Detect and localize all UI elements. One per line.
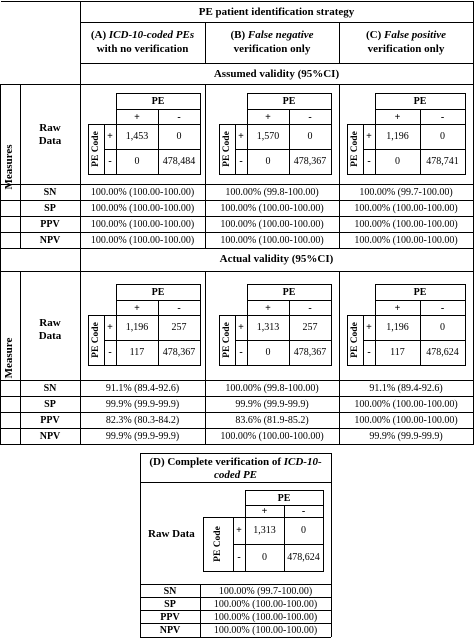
measure-value-b-sp: 99.9% (99.9-99.9) <box>235 399 309 410</box>
measure-value-c-sp: 100.00% (100.00-100.00) <box>354 399 458 410</box>
ct-line <box>116 93 200 94</box>
ct-line <box>233 544 323 545</box>
ct-line <box>200 93 201 175</box>
ct-pe-header: PE <box>413 287 427 298</box>
ct-true-positive: 1,196 <box>386 321 409 333</box>
ct-pe-header: PE <box>277 492 291 504</box>
complete-title-line1 <box>140 457 331 468</box>
ct-line <box>219 174 331 175</box>
measure-value-c-sp: 100.00% (100.00-100.00) <box>354 203 458 214</box>
ct-col-plus: + <box>134 111 140 123</box>
measure-value-b-sp: 100.00% (100.00-100.00) <box>220 203 324 214</box>
col-a-header-line2: with no verification <box>96 43 189 55</box>
ct-row-minus: - <box>108 346 112 358</box>
ct-row-plus: + <box>236 524 242 536</box>
measure-label-sp: SP <box>44 203 56 214</box>
measure-value-a-npv: 99.9% (99.9-99.9) <box>105 431 180 442</box>
measures-label: Measures <box>3 144 15 190</box>
ct-line <box>104 149 200 150</box>
ct-line <box>347 315 465 316</box>
ct-pe-header: PE <box>151 96 165 107</box>
complete-measure-label-ppv: PPV <box>160 611 180 623</box>
measure-label-sn: SN <box>43 383 57 394</box>
ct-false-negative: 0 <box>395 155 400 167</box>
ct-col-minus: - <box>177 302 181 314</box>
ct-row-plus: + <box>238 130 244 142</box>
ct-row-plus: + <box>107 130 113 142</box>
col-a-header <box>80 30 205 41</box>
complete-measure-value-ppv: 100.00% (100.00-100.00) <box>213 611 318 623</box>
actual-validity-title: Actual validity (95%CI) <box>219 253 334 265</box>
ct-col-plus: + <box>394 111 401 123</box>
ct-false-negative: 117 <box>129 346 145 358</box>
ct-false-positive: 0 <box>440 130 445 142</box>
ct-row-minus: - <box>367 346 371 358</box>
complete-title-italic1: ICD-10- <box>283 456 322 468</box>
measure-value-c-sn: 100.00% (99.7-100.00) <box>359 187 453 198</box>
ct-true-negative: 478,484 <box>162 155 196 167</box>
measure-value-c-npv: 100.00% (100.00-100.00) <box>354 235 458 246</box>
ct-line <box>247 284 331 285</box>
measure-label-ppv: PPV <box>40 219 60 230</box>
ct-col-plus: + <box>134 302 140 314</box>
ct-true-negative: 478,624 <box>426 346 459 358</box>
col-c-header <box>339 30 473 41</box>
measure-value-a-sp: 99.9% (99.9-99.9) <box>105 399 180 410</box>
measure-value-a-sp: 100.00% (100.00-100.00) <box>90 203 195 214</box>
ct-false-positive: 257 <box>302 321 318 333</box>
col-b-header-italic: False negative <box>247 29 314 41</box>
col-c-header-pre: (C) <box>365 29 384 41</box>
ct-true-negative: 478,624 <box>287 551 320 563</box>
ct-line <box>331 284 332 366</box>
ct-row-plus: + <box>366 321 372 333</box>
ct-line <box>331 93 332 175</box>
ct-line <box>104 340 200 341</box>
ct-line <box>347 365 465 366</box>
ct-pe-code-label: PE Code <box>222 322 232 358</box>
ct-false-negative: 117 <box>390 346 405 358</box>
col-c-header-line2: verification only <box>367 43 445 55</box>
ct-col-minus: - <box>301 506 306 517</box>
ct-line <box>219 124 220 174</box>
complete-title-line2: coded PE <box>213 469 258 481</box>
ct-false-positive: 0 <box>440 321 445 333</box>
assumed-validity-title: Assumed validity (95%CI) <box>213 68 340 80</box>
ct-row-plus: + <box>107 321 113 333</box>
measure-label: Measure <box>3 337 15 379</box>
ct-line <box>88 365 200 366</box>
ct-line <box>363 340 465 341</box>
ct-line <box>219 315 220 365</box>
ct-line <box>88 124 89 174</box>
raw-data-label-actual-2: Data <box>38 330 62 342</box>
ct-pe-header: PE <box>413 96 427 107</box>
col-b-header-pre: (B) <box>230 29 248 41</box>
measure-value-b-ppv: 100.00% (100.00-100.00) <box>220 219 324 230</box>
ct-line <box>235 149 331 150</box>
ct-pe-header: PE <box>282 96 296 107</box>
ct-true-positive: 1,196 <box>125 321 149 333</box>
ct-false-positive: 0 <box>176 130 182 142</box>
ct-pe-header: PE <box>282 287 296 298</box>
measure-value-b-sn: 100.00% (99.8-100.00) <box>225 187 319 198</box>
ct-col-minus: - <box>440 302 445 314</box>
ct-line <box>347 315 348 365</box>
measure-value-a-ppv: 100.00% (100.00-100.00) <box>90 219 195 230</box>
ct-col-plus: + <box>265 302 271 314</box>
ct-col-minus: - <box>308 302 312 314</box>
raw-data-label-actual-1: Raw <box>39 317 61 329</box>
ct-true-negative: 478,367 <box>293 346 327 358</box>
ct-line <box>323 490 324 572</box>
ct-row-plus: + <box>238 321 244 333</box>
complete-measure-value-sn: 100.00% (99.7-100.00) <box>218 585 313 597</box>
measure-label-sn: SN <box>43 187 57 198</box>
ct-line <box>88 315 89 365</box>
measure-value-c-sn: 91.1% (89.4-92.6) <box>369 383 443 394</box>
ct-col-minus: - <box>177 111 181 123</box>
ct-line <box>200 284 201 366</box>
measure-label-sp: SP <box>44 399 56 410</box>
raw-data-label-assumed-2: Data <box>38 135 62 147</box>
ct-false-negative: 0 <box>262 551 267 563</box>
complete-measure-value-sp: 100.00% (100.00-100.00) <box>213 598 318 610</box>
measure-value-c-ppv: 100.00% (100.00-100.00) <box>354 415 458 426</box>
ct-line <box>465 284 466 366</box>
ct-line <box>347 124 348 174</box>
raw-data-label-assumed-1: Raw <box>39 122 61 134</box>
ct-line <box>375 284 465 285</box>
measure-label-ppv: PPV <box>40 415 60 426</box>
ct-pe-code-label: PE Code <box>91 322 101 358</box>
ct-line <box>88 174 200 175</box>
ct-true-positive: 1,196 <box>386 130 409 142</box>
ct-pe-code-label: PE Code <box>350 131 360 167</box>
col-a-header-pre: (A) <box>90 29 109 41</box>
ct-true-negative: 478,367 <box>162 346 196 358</box>
ct-line <box>363 149 465 150</box>
ct-line <box>235 340 331 341</box>
measure-value-c-ppv: 100.00% (100.00-100.00) <box>354 219 458 230</box>
ct-col-plus: + <box>394 302 401 314</box>
col-b-header-line2: verification only <box>233 43 311 55</box>
ct-false-positive: 0 <box>301 524 306 536</box>
ct-line <box>347 124 465 125</box>
ct-true-negative: 478,367 <box>293 155 327 167</box>
measure-value-c-npv: 99.9% (99.9-99.9) <box>369 431 443 442</box>
col-c-header-italic: False positive <box>384 29 447 41</box>
raw-data-label-complete: Raw Data <box>148 528 195 540</box>
measure-value-b-npv: 100.00% (100.00-100.00) <box>220 431 324 442</box>
measure-label-npv: NPV <box>39 431 61 442</box>
ct-col-plus: + <box>265 111 271 123</box>
measure-value-b-npv: 100.00% (100.00-100.00) <box>220 235 324 246</box>
ct-true-positive: 1,313 <box>256 321 280 333</box>
measure-value-b-sn: 100.00% (99.8-100.00) <box>225 383 319 394</box>
col-b-header <box>205 30 339 41</box>
ct-pe-code-label: PE Code <box>222 131 232 167</box>
ct-pe-code-label: PE Code <box>91 131 101 167</box>
ct-line <box>347 174 465 175</box>
ct-line <box>375 93 465 94</box>
ct-false-positive: 257 <box>171 321 187 333</box>
ct-line <box>203 517 204 571</box>
complete-measure-value-npv: 100.00% (100.00-100.00) <box>213 625 318 636</box>
complete-measure-label-sp: SP <box>164 598 176 610</box>
ct-row-minus: - <box>239 155 243 167</box>
measure-value-a-sn: 100.00% (100.00-100.00) <box>90 187 195 198</box>
complete-measure-label-sn: SN <box>163 585 177 597</box>
ct-line <box>245 490 323 491</box>
ct-true-positive: 1,570 <box>256 130 280 142</box>
ct-line <box>247 93 331 94</box>
complete-measure-label-npv: NPV <box>159 625 181 636</box>
strategy-title: PE patient identification strategy <box>198 6 355 18</box>
complete-title-pre: (D) Complete verification of <box>149 456 284 468</box>
ct-line <box>219 365 331 366</box>
ct-row-minus: - <box>108 155 112 167</box>
ct-line <box>203 571 323 572</box>
ct-row-minus: - <box>239 346 243 358</box>
ct-line <box>465 93 466 175</box>
ct-col-plus: + <box>261 506 268 517</box>
ct-true-positive: 1,453 <box>125 130 149 142</box>
ct-false-negative: 0 <box>265 346 271 358</box>
ct-col-minus: - <box>308 111 312 123</box>
ct-true-negative: 478,741 <box>426 155 459 167</box>
ct-true-positive: 1,313 <box>253 524 276 536</box>
ct-false-positive: 0 <box>307 130 313 142</box>
ct-col-minus: - <box>440 111 445 123</box>
ct-row-plus: + <box>366 130 372 142</box>
ct-row-minus: - <box>237 551 241 563</box>
measure-label-npv: NPV <box>39 235 61 246</box>
measure-value-a-ppv: 82.3% (80.3-84.2) <box>105 415 180 426</box>
ct-false-negative: 0 <box>134 155 140 167</box>
ct-false-negative: 0 <box>265 155 271 167</box>
ct-line <box>116 284 200 285</box>
ct-row-minus: - <box>367 155 371 167</box>
ct-pe-code-label: PE Code <box>350 322 360 358</box>
measure-value-a-sn: 91.1% (89.4-92.6) <box>105 383 180 394</box>
ct-pe-code-label: PE Code <box>213 526 223 562</box>
col-a-header-italic: ICD-10-coded PEs <box>108 29 195 41</box>
measure-value-a-npv: 100.00% (100.00-100.00) <box>90 235 195 246</box>
measure-value-b-ppv: 83.6% (81.9-85.2) <box>235 415 309 426</box>
ct-pe-header: PE <box>151 287 165 298</box>
